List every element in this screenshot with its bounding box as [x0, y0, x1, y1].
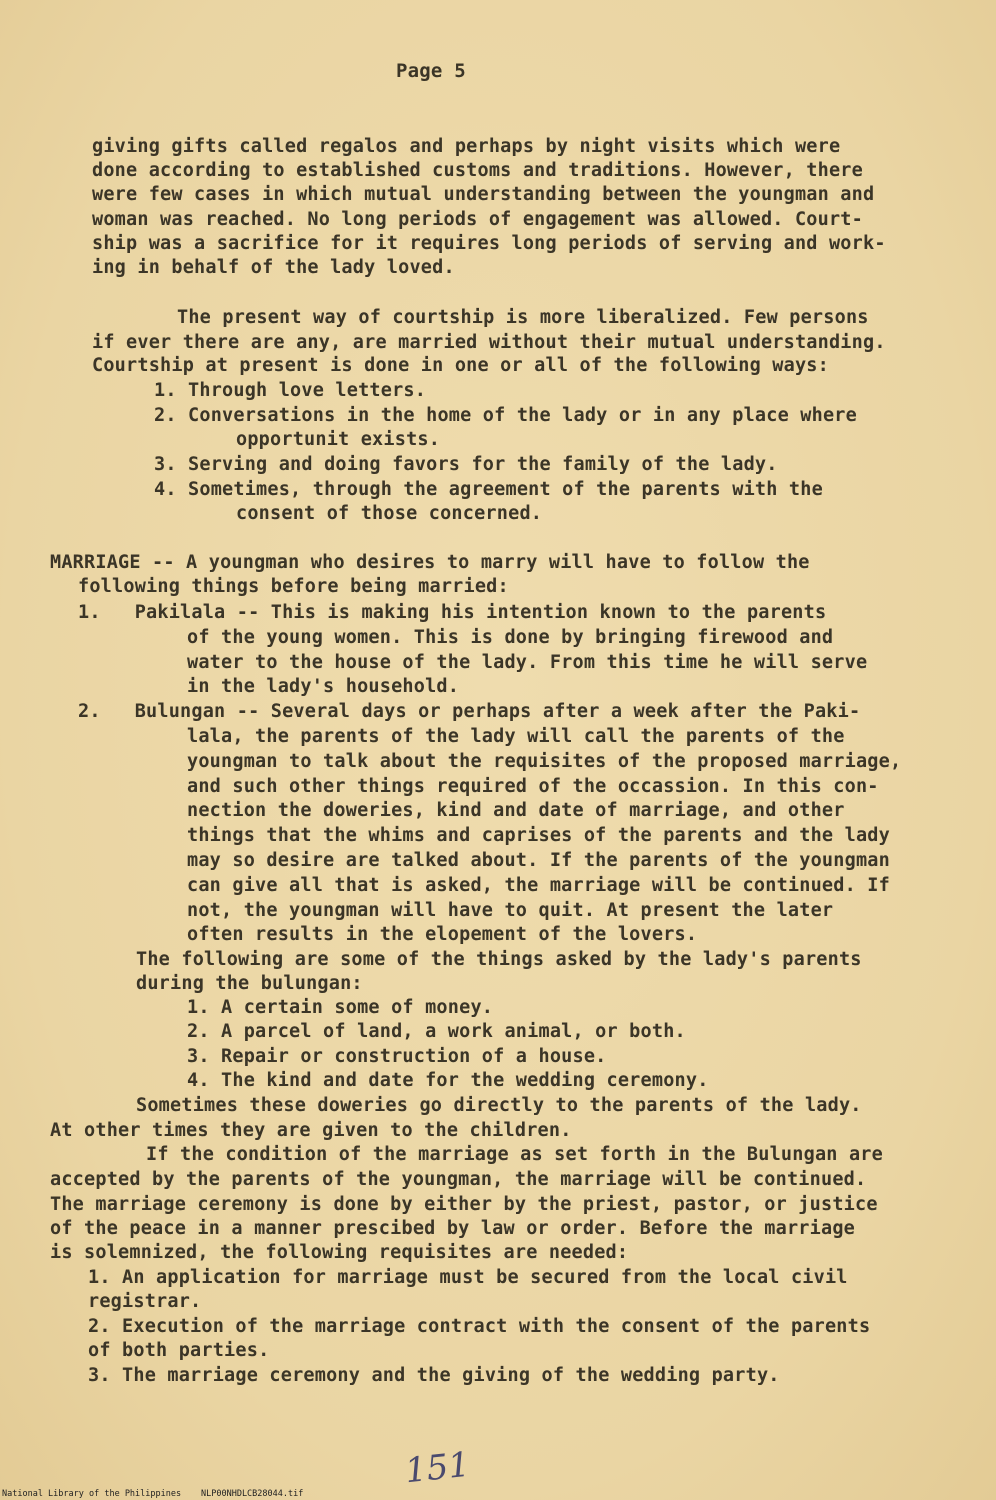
- list-item-continued: registrar.: [88, 1291, 202, 1312]
- text-line: during the bulungan:: [136, 973, 363, 994]
- handwritten-page-number: 151: [403, 1444, 472, 1492]
- footer-library-name: National Library of the Philippines: [2, 1489, 182, 1499]
- text-line: can give all that is asked, the marriage will be continued. If: [187, 875, 890, 896]
- list-item: 3. Serving and doing favors for the family of the lady.: [154, 454, 778, 475]
- text-line: If the condition of the marriage as set forth in the Bulungan are: [146, 1144, 883, 1165]
- list-item: 2. Bulungan -- Several days or perhaps after a week after the Paki-: [78, 701, 861, 722]
- text-line: of the young women. This is done by bringing firewood and: [187, 627, 834, 648]
- list-item: 2. A parcel of land, a work animal, or both.: [187, 1021, 686, 1042]
- list-item: 4. Sometimes, through the agreement of the parents with the: [154, 479, 823, 500]
- list-item: 1. Pakilala -- This is making his intention known to the parents: [78, 602, 827, 623]
- text-line: were few cases in which mutual understanding between the youngman and: [92, 184, 875, 205]
- text-line: ship was a sacrifice for it requires long periods of serving and work-: [92, 233, 886, 254]
- text-line: The following are some of the things asked by the lady's parents: [136, 949, 862, 970]
- text-line: lala, the parents of the lady will call the parents of the: [187, 726, 845, 747]
- text-line: in the lady's household.: [187, 676, 460, 697]
- footer-file-name: NLP00NHDLCB28044.tif: [201, 1489, 304, 1499]
- list-item: 2. Execution of the marriage contract with the consent of the parents: [88, 1316, 871, 1337]
- text-line: water to the house of the lady. From this time he will serve: [187, 652, 868, 673]
- text-line: may so desire are talked about. If the parents of the youngman: [187, 850, 890, 871]
- text-line: if ever there are any, are married without their mutual understanding.: [92, 332, 886, 353]
- section-heading-marriage: MARRIAGE -- A youngman who desires to marry will have to follow the: [50, 552, 810, 573]
- list-item: 1. A certain some of money.: [187, 997, 494, 1018]
- text-line: not, the youngman will have to quit. At present the later: [187, 900, 834, 921]
- text-line: giving gifts called regalos and perhaps by night visits which were: [92, 136, 841, 157]
- page-title: Page 5: [396, 60, 466, 82]
- list-item: 3. Repair or construction of a house.: [187, 1046, 607, 1067]
- list-item: 2. Conversations in the home of the lady or in any place where: [154, 405, 857, 426]
- list-item-continued: opportunit exists.: [236, 429, 441, 450]
- text-line: ing in behalf of the lady loved.: [92, 257, 455, 278]
- list-item: 3. The marriage ceremony and the giving of the wedding party.: [88, 1365, 780, 1386]
- text-line: of the peace in a manner prescibed by law or order. Before the marriage: [50, 1218, 855, 1239]
- text-line: Courtship at present is done in one or all of the following ways:: [92, 355, 829, 376]
- text-line: woman was reached. No long periods of engagement was allowed. Court-: [92, 209, 863, 230]
- text-line: often results in the elopement of the lovers.: [187, 924, 698, 945]
- text-line: following things before being married:: [78, 576, 509, 597]
- text-line: At other times they are given to the children.: [50, 1120, 572, 1141]
- text-line: things that the whims and caprises of the parents and the lady: [187, 825, 890, 846]
- text-line: done according to established customs and traditions. However, there: [92, 160, 863, 181]
- list-item: 1. An application for marriage must be secured from the local civil: [88, 1267, 848, 1288]
- list-item-continued: consent of those concerned.: [236, 503, 543, 524]
- text-line: and such other things required of the occassion. In this con-: [187, 776, 879, 797]
- text-line: accepted by the parents of the youngman, the marriage will be continued.: [50, 1169, 867, 1190]
- text-line: The present way of courtship is more liberalized. Few persons: [177, 307, 869, 328]
- list-item-continued: of both parties.: [88, 1340, 270, 1361]
- list-item: 1. Through love letters.: [154, 380, 427, 401]
- text-line: is solemnized, the following requisites are needed:: [50, 1242, 629, 1263]
- text-line: The marriage ceremony is done by either by the priest, pastor, or justice: [50, 1194, 878, 1215]
- list-item: 4. The kind and date for the wedding ceremony.: [187, 1070, 709, 1091]
- text-line: nection the doweries, kind and date of marriage, and other: [187, 800, 845, 821]
- text-line: youngman to talk about the requisites of the proposed marriage,: [187, 751, 902, 772]
- text-line: Sometimes these doweries go directly to the parents of the lady.: [136, 1095, 862, 1116]
